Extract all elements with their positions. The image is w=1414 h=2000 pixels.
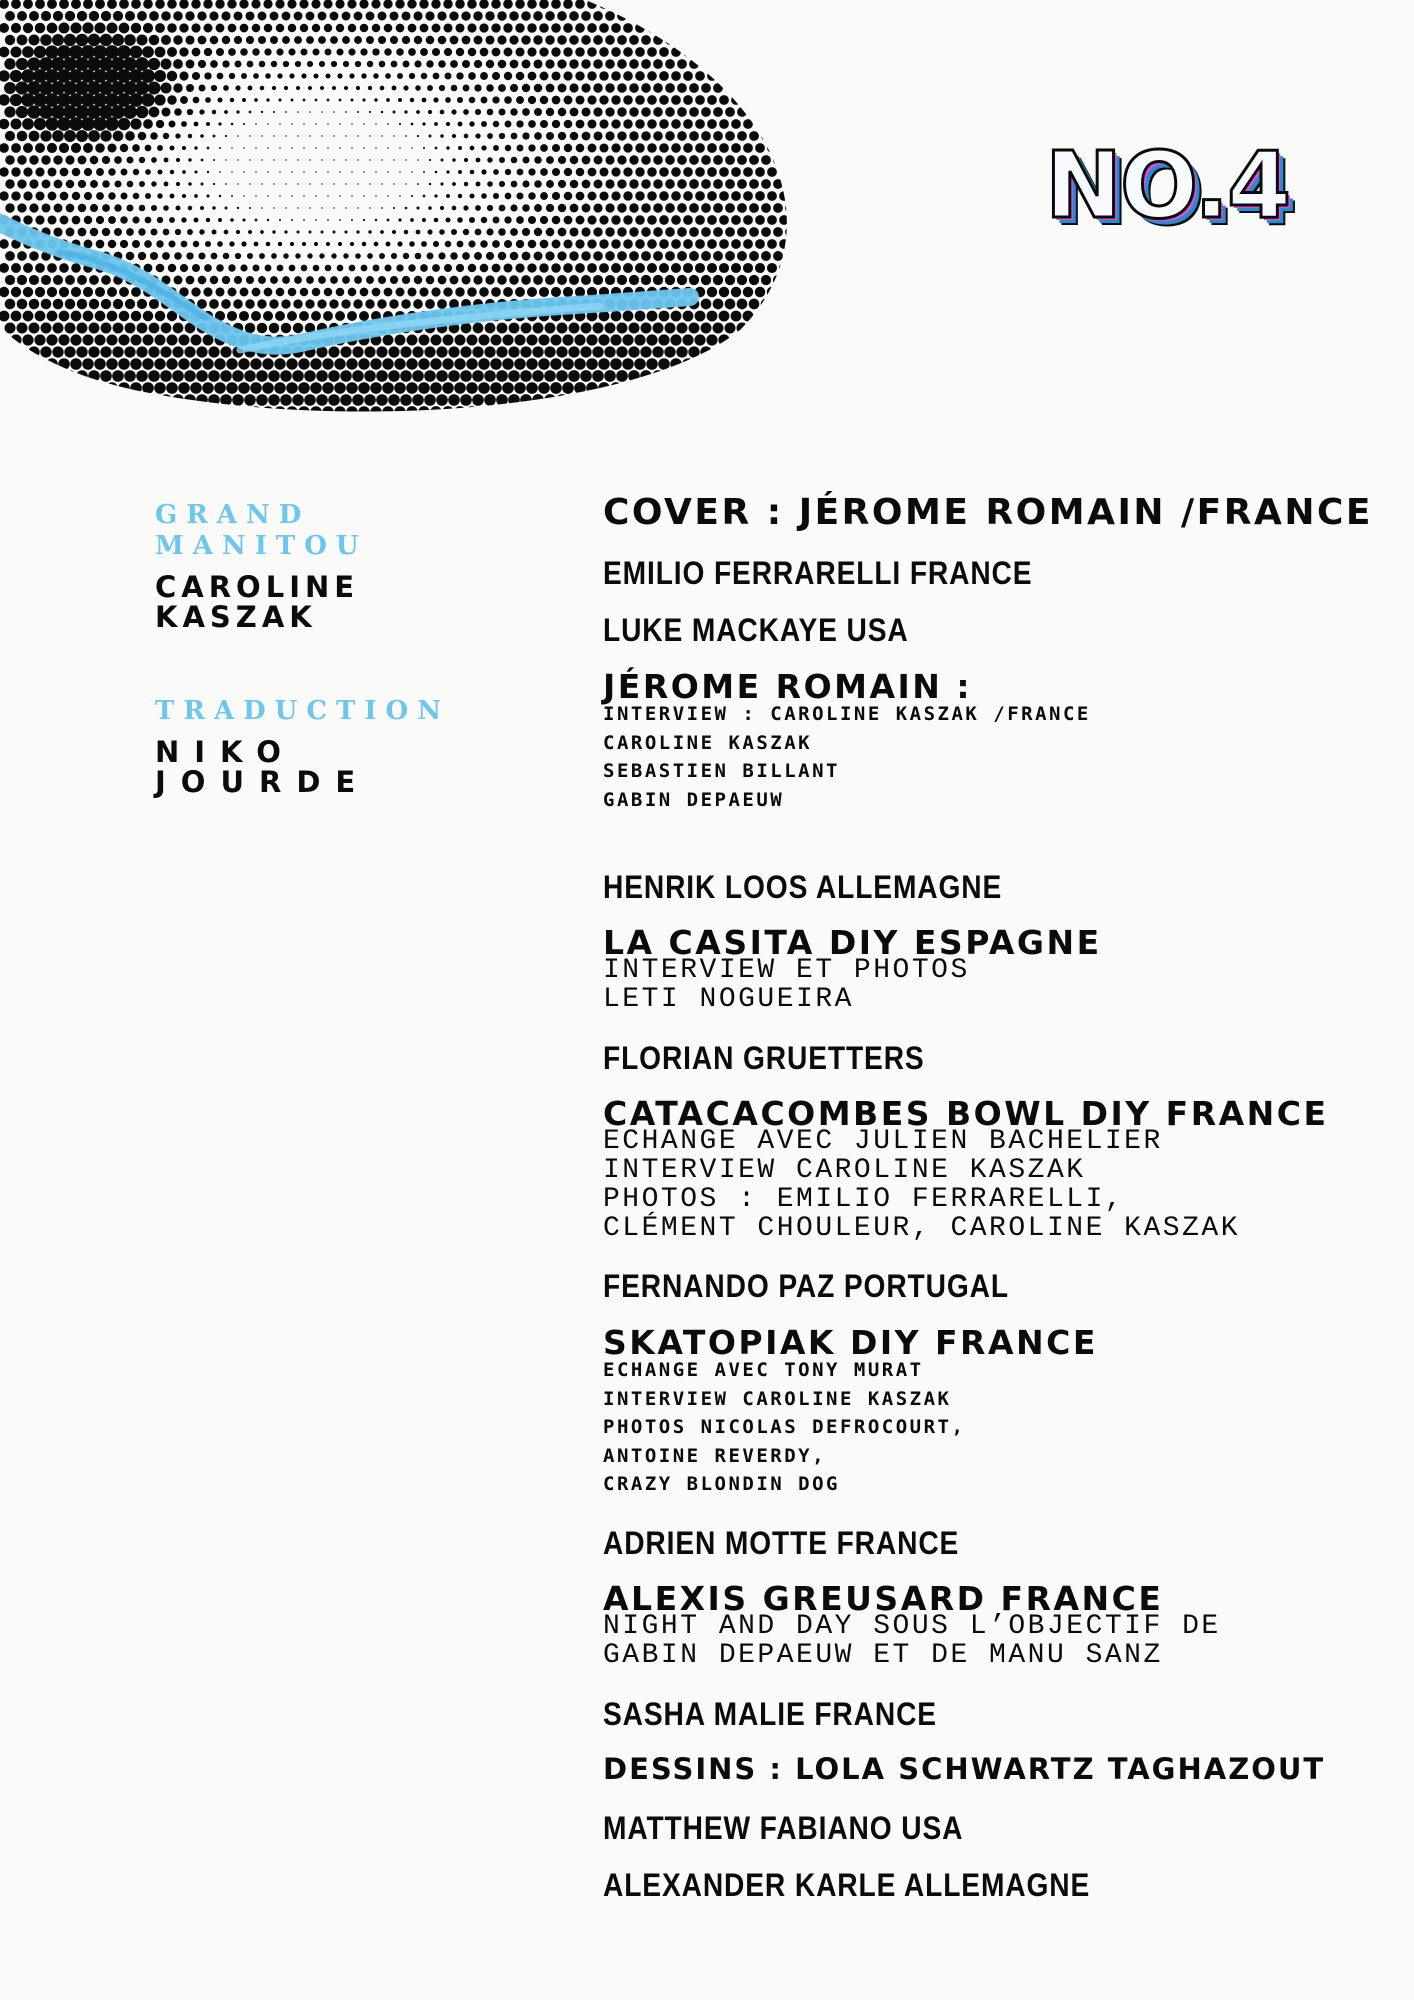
contents-detail-line: INTERVIEW ET PHOTOS [603,955,970,986]
contents-detail-line: CLÉMENT CHOULEUR, CAROLINE KASZAK [603,1213,1240,1244]
contents-detail-line: GABIN DEPAEUW ET DE MANU SANZ [603,1640,1163,1671]
contents-detail-line: PHOTOS NICOLAS DEFROCOURT, [603,1416,966,1438]
contents-detail-line: INTERVIEW : CAROLINE KASZAK /FRANCE [603,703,1091,725]
credit-block-traduction [155,696,535,800]
credit-role: TRADUCTION [155,696,450,726]
contents-detail-line: CAROLINE KASZAK [603,731,813,754]
contents-detail-line: INTERVIEW CAROLINE KASZAK [603,1387,952,1410]
contents-title: EMILIO FERRARELLI FRANCE [603,555,1033,591]
halftone-eye-illustration [0,0,820,420]
contents-detail-line: SEBASTIEN BILLANT [603,760,840,782]
contents-detail-line: CRAZY BLONDIN DOG [603,1473,840,1495]
contents-title: SASHA MALIE FRANCE [603,1696,937,1732]
contents-detail-line: PHOTOS : EMILIO FERRARELLI, [603,1184,1125,1215]
contents-detail-line: ANTOINE REVERDY, [603,1444,827,1467]
contents-title: ALEXANDER KARLE ALLEMAGNE [603,1867,1091,1903]
contents-title: LUKE MACKAYE USA [603,612,909,648]
issue-number: NO.4 [1045,132,1290,239]
contents-detail-line: GABIN DEPAEUW [603,788,785,811]
contents-detail-line: ECHANGE AVEC JULIEN BACHELIER [603,1126,1163,1157]
credit-name-line: KASZAK [155,600,317,635]
contents-title: HENRIK LOOS ALLEMAGNE [603,869,1003,905]
contents-title: CATACACOMBES BOWL DIY FRANCE [603,1094,1329,1133]
credit-name [155,570,535,635]
credit-role: GRAND MANITOU [155,500,368,562]
contents-title: COVER : JÉROME ROMAIN /FRANCE [603,492,1373,533]
contents-detail-line: LETI NOGUEIRA [603,984,854,1015]
contents-details [603,956,970,1014]
contents-title: MATTHEW FABIANO USA [603,1810,964,1846]
contents-details [603,1612,1221,1670]
contents-detail-line: ECHANGE AVEC TONY MURAT [603,1359,924,1381]
contents-detail-line: NIGHT AND DAY SOUS L’OBJECTIF DE [603,1611,1221,1642]
contents-details [603,1127,1240,1243]
contents-details [603,1356,965,1499]
contents-title: ALEXIS GREUSARD FRANCE [603,1579,1164,1618]
contents-title: DESSINS : LOLA SCHWARTZ TAGHAZOUT [603,1752,1326,1786]
contents-title: SKATOPIAK DIY FRANCE [603,1323,1098,1362]
contents-title: JÉROME ROMAIN : [603,667,973,706]
contents-details [603,700,1091,814]
contents-detail-line: INTERVIEW CAROLINE KASZAK [603,1155,1086,1186]
contents-title: ADRIEN MOTTE FRANCE [603,1525,960,1561]
credit-name [155,735,535,800]
credit-name-line: NIKO [155,735,296,770]
contents-title: FLORIAN GRUETTERS [603,1040,925,1076]
contents-title: LA CASITA DIY ESPAGNE [603,923,1102,962]
credit-block-grand-manitou [155,500,535,635]
credit-name-line: CAROLINE [155,570,360,605]
contents-title: FERNANDO PAZ PORTUGAL [603,1268,1009,1304]
credit-name-line: JOURDE [155,765,371,800]
